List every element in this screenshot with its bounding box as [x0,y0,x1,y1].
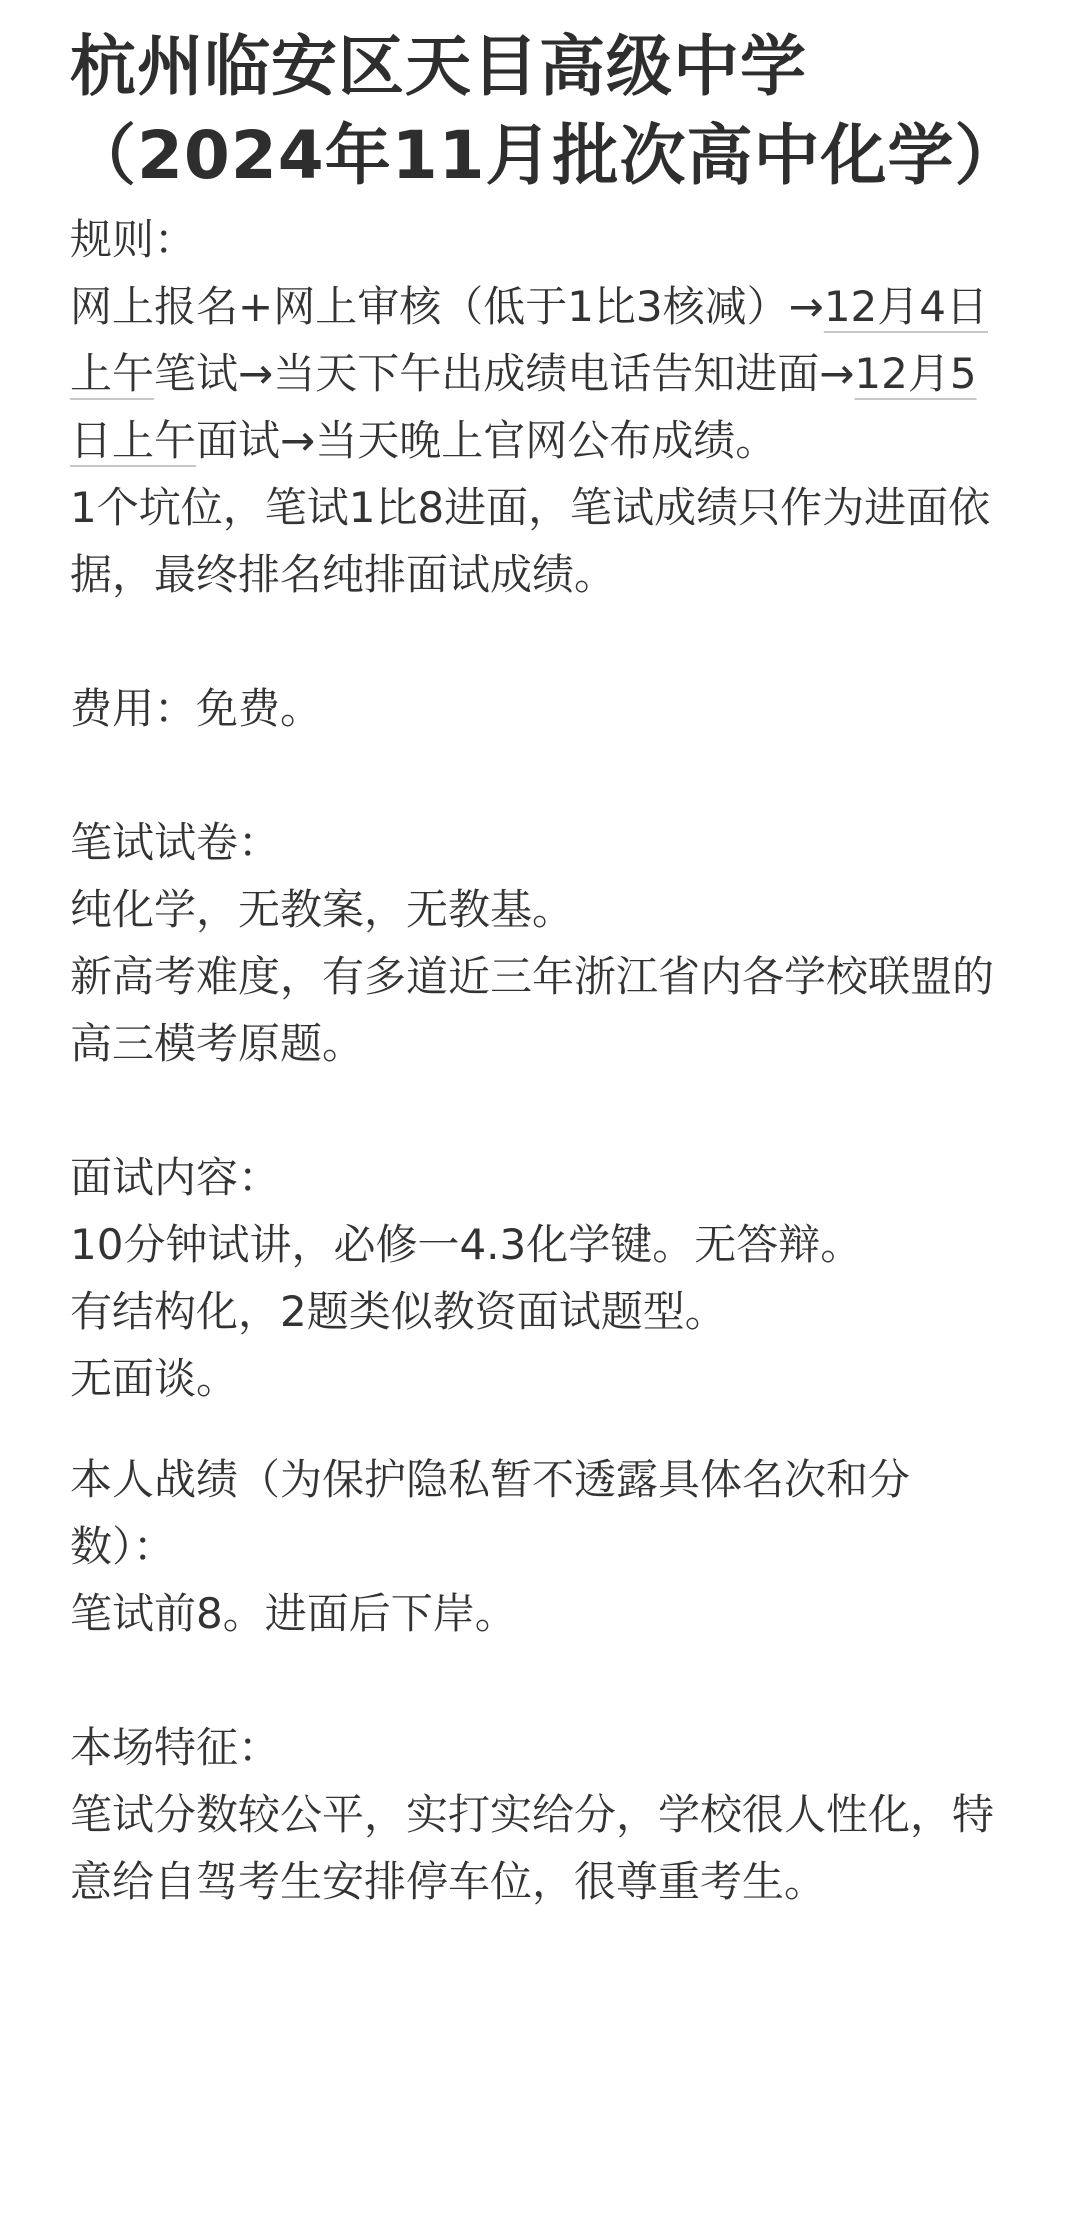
exam-line-2: 新高考难度，有多道近三年浙江省内各学校联盟的高三模考原题。 [70,952,995,1068]
note-title: 杭州临安区天目高级中学（2024年11月批次高中化学） [70,28,1022,194]
interview-date-link[interactable]: 12月5日上午 [70,349,977,465]
interview-heading: 面试内容： [70,1153,281,1202]
interview-line-1: 10分钟试讲，必修一4.3化学键。无答辩。 [70,1220,863,1269]
exam-heading: 笔试试卷： [70,818,281,867]
features-heading: 本场特征： [70,1723,281,1772]
rules-flow-part1: 网上报名+网上审核（低于1比3核减）→ [70,282,824,331]
interview-line-3: 无面谈。 [70,1354,239,1403]
spacer [70,608,1010,675]
exam-line-1: 纯化学，无教案，无教基。 [70,885,575,934]
spacer [70,1647,1010,1714]
rules-flow-part3: 面试→当天晚上官网公布成绩。 [196,416,778,465]
written-exam-date-link[interactable]: 12月4日上午 [70,282,988,398]
spacer [70,1077,1010,1144]
result-line-1: 笔试前8。进面后下岸。 [70,1589,517,1638]
fee-line: 费用：免费。 [70,684,323,733]
spacer [70,742,1010,809]
rules-heading: 规则： [70,215,197,264]
rules-flow-part2: 笔试→当天下午出成绩电话告知进面→ [154,349,855,398]
interview-line-2: 有结构化，2题类似教资面试题型。 [70,1287,727,1336]
rules-positions: 1个坑位，笔试1比8进面，笔试成绩只作为进面依据，最终排名纯排面试成绩。 [70,483,991,599]
result-heading: 本人战绩（为保护隐私暂不透露具体名次和分数）： [70,1455,911,1571]
features-line-1: 笔试分数较公平，实打实给分，学校很人性化，特意给自驾考生安排停车位，很尊重考生。 [70,1790,995,1906]
rules-flow [70,273,1010,474]
spacer [70,1412,1010,1446]
